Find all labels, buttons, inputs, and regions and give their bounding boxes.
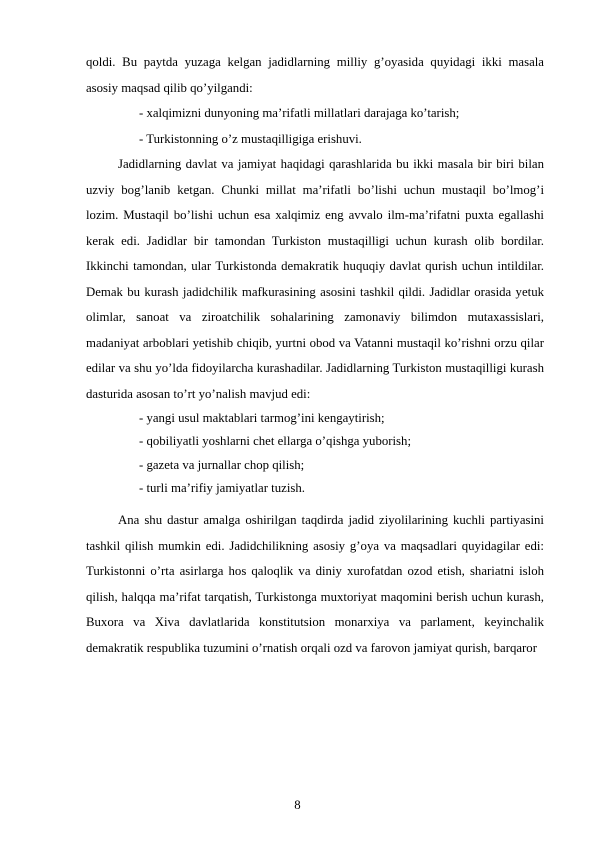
paragraph-intro: qoldi. Bu paytda yuzaga kelgan jadidlarning milliy g’oyasida quyidagi ikki masala asosiy maqsad qilib qo’yilgandi: [86,55,544,95]
list-item: - qobiliyatli yoshlarni chet ellarga o’qishga yuborish; [139,434,411,449]
paragraph-conclusion: Ana shu dastur amalga oshirilgan taqdirda jadid ziyolilarining kuchli partiyasini tashkil qilish mumkin edi. Jadidchilikning asosiy g’oya va maqsadlari quyidagilar edi: Turkistonni o’rta asirlarga hos qaloqlik va diniy xurofatdan ozod etish, shariatni isloh qilish, halqqa ma’rifat tarqatish, Turkistonga muxtoriyat maqomini berish uchun kurash, Buxora va Xiva davlatlarida konstitutsion monarxiya va parlament, keyinchalik demakratik respublika tuzumini o’rnatish orqali ozd va farovon jamiyat qurish, barqaror [86,513,544,655]
page-number: 8 [294,798,301,812]
list-item: - yangi usul maktablari tarmog’ini kengaytirish; [139,411,385,425]
list-item: - gazeta va jurnallar chop qilish; [139,457,305,472]
directions-list [86,407,544,500]
document-body [86,50,544,661]
goals-list [86,101,544,152]
list-item: - xalqimizni dunyoning ma’rifatli millatlari darajaga ko’tarish; [139,106,460,120]
list-item: - turli ma’rifiy jamiyatlar tuzish. [139,480,305,495]
spacer [86,500,544,508]
list-item: - Turkistonning o’z mustaqilligiga erishuvi. [139,131,362,146]
paragraph-main: Jadidlarning davlat va jamiyat haqidagi qarashlarida bu ikki masala bir biri bilan uzviy bog’lanib ketgan. Chunki millat ma’rifatli bo’lishi uchun mustaqil bo’lmog’i lozim. Mustaqil bo’lishi uchun esa xalqimiz eng avvalo ilm-ma’rifatni puxta egallashi kerak edi. Jadidlar bir tamondan Turkiston mustaqilligi uchun kurash olib bordilar. Ikkinchi tamondan, ular Turkistonda demakratik huquqiy davlat qurish uchun intildilar. Demak bu kurash jadidchilik mafkurasining asosini tashkil qildi. Jadidlar orasida yetuk olimlar, sanoat va ziroatchilik sohalarining zamonaviy bilimdon mutaxassislari, madaniyat arboblari yetishib chiqib, yurtni obod va Vatanni mustaqil ko’rishni orzu qilar edilar va shu yo’lda fidoyilarcha kurashadilar. Jadidlarning Turkiston mustaqilligi kurash dasturida asosan to’rt yo’nalish mavjud edi: [86,157,544,401]
